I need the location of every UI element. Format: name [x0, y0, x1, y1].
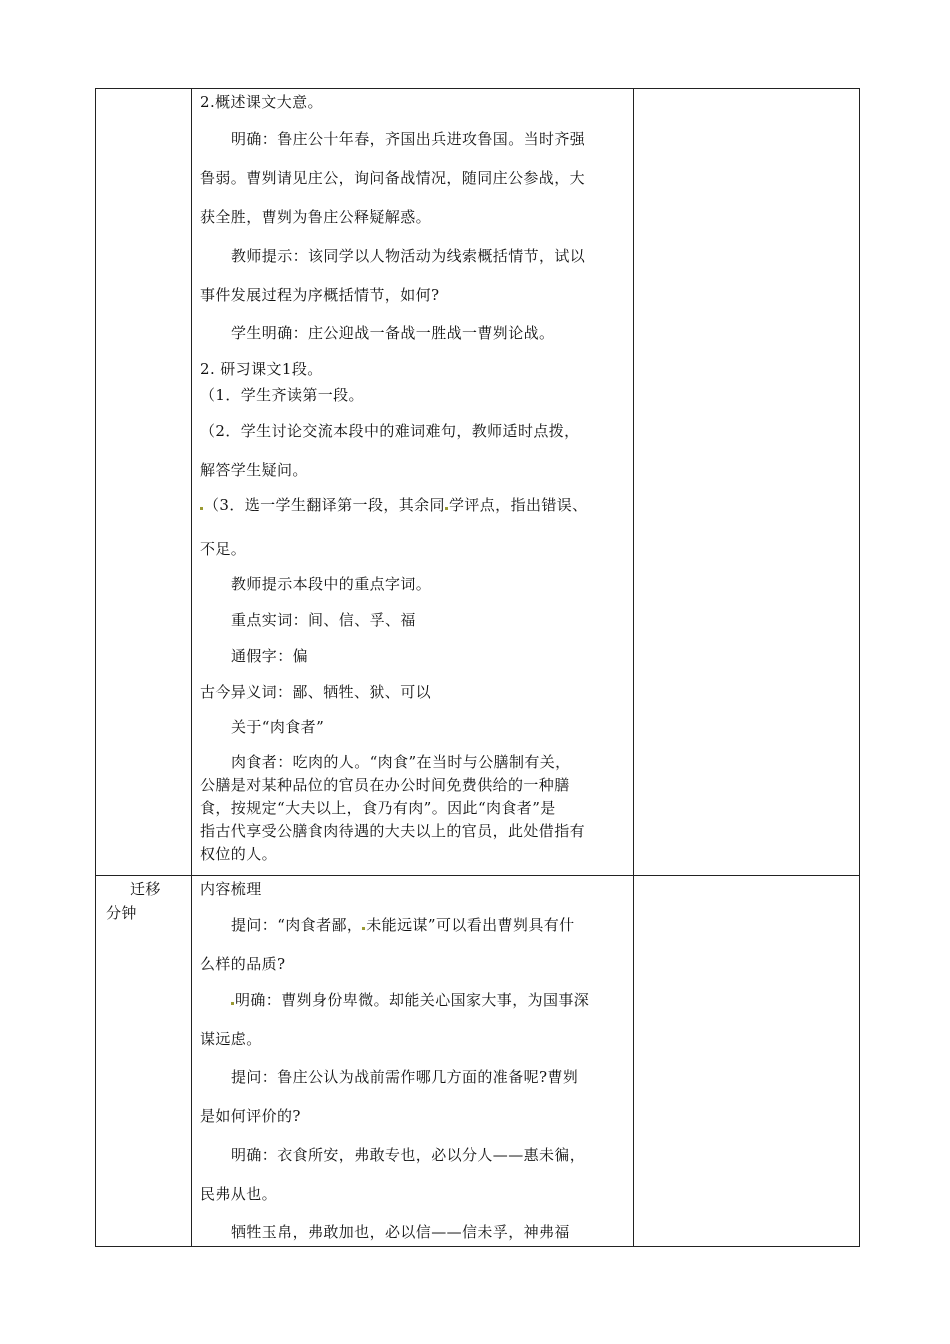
text-line: 教师提示本段中的重点字词。: [231, 575, 432, 593]
revision-mark: [362, 927, 365, 930]
text-line: 牺牲玉帛，弗敢加也，必以信——信未孚，神弗福: [231, 1222, 570, 1241]
text-line: 提问：鲁庄公认为战前需作哪几方面的准备呢?曹刿: [231, 1067, 579, 1086]
text-line: 明确：衣食所安，弗敢专也，必以分人——惠未徧，: [231, 1145, 586, 1164]
content-cell: [192, 875, 634, 1246]
text-line: 关于“肉食者”: [231, 718, 325, 736]
section-heading: 内容梳理: [200, 879, 262, 898]
text-line: 解答学生疑问。: [200, 461, 308, 479]
lesson-plan-table: [95, 88, 860, 1247]
text-line: （2．学生讨论交流本段中的难词难句，教师适时点拨，: [200, 422, 580, 440]
text-line: 肉食者：吃肉的人。“肉食”在当时与公膳制有关，: [231, 753, 571, 771]
text-line: 2.概述课文大意。: [200, 93, 323, 111]
revision-mark: [231, 1002, 234, 1005]
text-line: 不足。: [200, 540, 247, 558]
text-line: 提问：“肉食者鄙， 未能远谋”可以看出曹刿具有什: [231, 915, 575, 934]
content-cell: [192, 89, 634, 876]
text-line: 教师提示：该同学以人物活动为线索概括情节，试以: [231, 247, 586, 265]
text-line: 古今异义词：鄙、牺牲、狱、可以: [200, 683, 432, 701]
revision-mark: [445, 507, 448, 510]
text-line: 事件发展过程为序概括情节，如何?: [200, 286, 440, 304]
notes-cell: [634, 89, 860, 876]
text-line: 重点实词：间、信、孚、福: [231, 611, 416, 629]
text-line: （3．选一学生翻译第一段，其余同 学评点，指出错误、: [200, 496, 627, 514]
text-line: 权位的人。: [200, 845, 278, 863]
revision-mark: [200, 507, 203, 510]
text-line: 获全胜，曹刿为鲁庄公释疑解惑。: [200, 208, 432, 226]
stage-label: 迁移: [130, 879, 161, 898]
text-line: 公膳是对某种品位的官员在办公时间免费供给的一种膳: [200, 776, 570, 794]
text-line: 明确：曹刿身份卑微。却能关心国家大事，为国事深: [231, 991, 627, 1009]
text-line: 食，按规定“大夫以上，食乃有肉”。因此“肉食者”是: [200, 799, 556, 817]
text-line: 民弗从也。: [200, 1184, 278, 1203]
stage-cell: [96, 875, 192, 1246]
text-line: （1．学生齐读第一段。: [200, 386, 364, 404]
text-line: 2. 研习课文1段。: [200, 360, 323, 378]
text-line: 鲁弱。曹刿请见庄公，询问备战情况，随同庄公参战，大: [200, 169, 586, 187]
notes-cell: [634, 875, 860, 1246]
text-line: 指古代享受公膳食肉待遇的大夫以上的官员，此处借指有: [200, 822, 586, 840]
stage-duration: 分钟: [106, 903, 137, 922]
text-line: 明确：鲁庄公十年春，齐国出兵进攻鲁国。当时齐强: [231, 130, 586, 148]
text-line: 么样的品质?: [200, 954, 286, 973]
table-row: [96, 875, 860, 1246]
stage-cell: [96, 89, 192, 876]
text-line: 是如何评价的?: [200, 1106, 301, 1125]
text-line: 通假字：偏: [231, 647, 309, 665]
text-line: 学生明确：庄公迎战一备战一胜战一曹刿论战。: [231, 324, 555, 342]
table-row: [96, 89, 860, 876]
text-line: 谋远虑。: [200, 1029, 262, 1048]
